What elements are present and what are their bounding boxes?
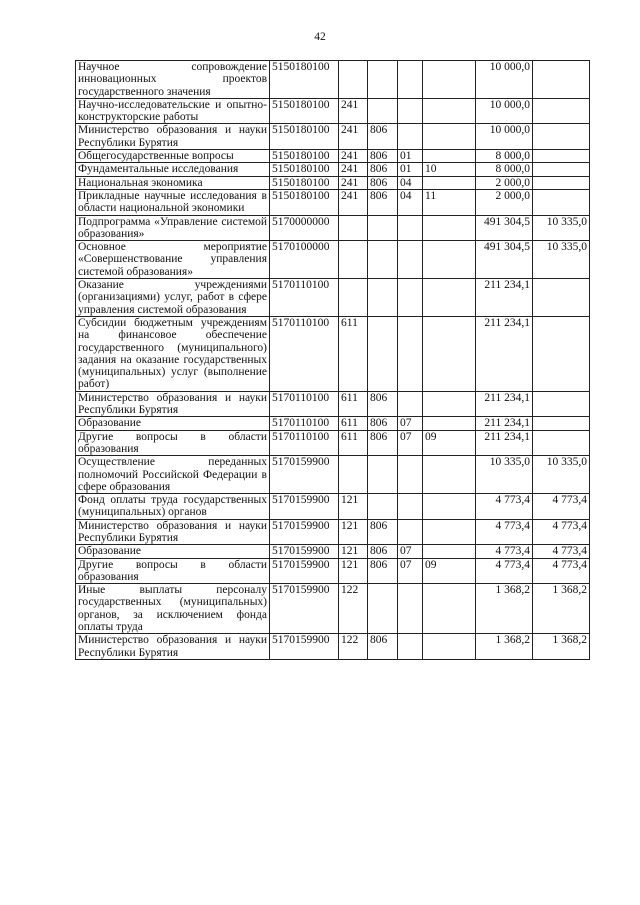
- table-row: [76, 150, 590, 163]
- expense-type-code: 121: [339, 519, 368, 545]
- amount-total: 4 773,4: [476, 494, 533, 520]
- table-row: [76, 98, 590, 124]
- ministry-code: 806: [368, 430, 398, 456]
- subsection-code: 09: [423, 430, 476, 456]
- ministry-code: [368, 61, 398, 99]
- amount-total: 8 000,0: [476, 163, 533, 176]
- budget-table: [75, 60, 590, 660]
- row-name: Прикладные научные исследования в области национальной экономики: [76, 189, 270, 215]
- section-code: [398, 61, 423, 99]
- ministry-code: 806: [368, 124, 398, 150]
- table-row: [76, 545, 590, 558]
- amount-total: 2 000,0: [476, 189, 533, 215]
- amount-subvention: [533, 391, 590, 417]
- ministry-code: 806: [368, 519, 398, 545]
- expense-type-code: 121: [339, 494, 368, 520]
- target-article-code: 5150180100: [270, 61, 339, 99]
- table-row: [76, 279, 590, 317]
- target-article-code: 5170110100: [270, 430, 339, 456]
- amount-total: 211 234,1: [476, 391, 533, 417]
- section-code: [398, 98, 423, 124]
- expense-type-code: 241: [339, 189, 368, 215]
- amount-total: 4 773,4: [476, 519, 533, 545]
- row-name: Подпрограмма «Управление системой образования»: [76, 215, 270, 241]
- row-name: Общегосударственные вопросы: [76, 150, 270, 163]
- row-name: Образование: [76, 417, 270, 430]
- amount-total: 491 304,5: [476, 215, 533, 241]
- target-article-code: 5170159900: [270, 634, 339, 660]
- expense-type-code: [339, 456, 368, 494]
- amount-subvention: [533, 124, 590, 150]
- table-row: [76, 494, 590, 520]
- amount-total: 2 000,0: [476, 176, 533, 189]
- expense-type-code: 611: [339, 430, 368, 456]
- section-code: 01: [398, 150, 423, 163]
- subsection-code: [423, 61, 476, 99]
- amount-subvention: [533, 189, 590, 215]
- ministry-code: [368, 316, 398, 391]
- row-name: Другие вопросы в области образования: [76, 430, 270, 456]
- table-row: [76, 163, 590, 176]
- ministry-code: [368, 215, 398, 241]
- target-article-code: 5150180100: [270, 150, 339, 163]
- target-article-code: 5170159900: [270, 545, 339, 558]
- section-code: [398, 215, 423, 241]
- expense-type-code: 241: [339, 163, 368, 176]
- section-code: 07: [398, 545, 423, 558]
- amount-total: 1 368,2: [476, 634, 533, 660]
- amount-subvention: 10 335,0: [533, 456, 590, 494]
- expense-type-code: 241: [339, 98, 368, 124]
- row-name: Другие вопросы в области образования: [76, 558, 270, 584]
- expense-type-code: [339, 215, 368, 241]
- row-name: Фундаментальные исследования: [76, 163, 270, 176]
- subsection-code: [423, 391, 476, 417]
- table-row: [76, 519, 590, 545]
- subsection-code: [423, 98, 476, 124]
- amount-subvention: [533, 279, 590, 317]
- ministry-code: [368, 241, 398, 279]
- subsection-code: [423, 519, 476, 545]
- section-code: [398, 584, 423, 634]
- table-row: [76, 584, 590, 634]
- expense-type-code: 611: [339, 417, 368, 430]
- section-code: 04: [398, 189, 423, 215]
- subsection-code: [423, 279, 476, 317]
- subsection-code: 09: [423, 558, 476, 584]
- table-row: [76, 456, 590, 494]
- amount-subvention: 4 773,4: [533, 519, 590, 545]
- table-row: [76, 124, 590, 150]
- section-code: [398, 241, 423, 279]
- row-name: Оказание учреждениями (организациями) услуг, работ в сфере управления системой образования: [76, 279, 270, 317]
- section-code: [398, 634, 423, 660]
- ministry-code: [368, 279, 398, 317]
- amount-subvention: [533, 176, 590, 189]
- target-article-code: 5170159900: [270, 558, 339, 584]
- table-row: [76, 316, 590, 391]
- amount-subvention: 4 773,4: [533, 494, 590, 520]
- amount-subvention: [533, 430, 590, 456]
- ministry-code: 806: [368, 391, 398, 417]
- row-name: Образование: [76, 545, 270, 558]
- amount-total: 10 000,0: [476, 98, 533, 124]
- row-name: Иные выплаты персоналу государственных (муниципальных) органов, за исключением фонда оплаты труда: [76, 584, 270, 634]
- target-article-code: 5170110100: [270, 279, 339, 317]
- amount-total: 10 000,0: [476, 124, 533, 150]
- table-row: [76, 430, 590, 456]
- table-row: [76, 391, 590, 417]
- amount-subvention: [533, 61, 590, 99]
- amount-total: 491 304,5: [476, 241, 533, 279]
- section-code: [398, 494, 423, 520]
- row-name: Субсидии бюджетным учреждениям на финансовое обеспечение государственного (муниципального) задания на оказание государственных (муниципальных) услуг (выполнение работ): [76, 316, 270, 391]
- row-name: Научное сопровождение инновационных проектов государственного значения: [76, 61, 270, 99]
- section-code: 01: [398, 163, 423, 176]
- expense-type-code: 241: [339, 150, 368, 163]
- section-code: [398, 456, 423, 494]
- subsection-code: [423, 241, 476, 279]
- ministry-code: 806: [368, 163, 398, 176]
- amount-total: 4 773,4: [476, 558, 533, 584]
- ministry-code: [368, 98, 398, 124]
- row-name: Фонд оплаты труда государственных (муниципальных) органов: [76, 494, 270, 520]
- amount-total: 1 368,2: [476, 584, 533, 634]
- expense-type-code: [339, 279, 368, 317]
- amount-total: 211 234,1: [476, 417, 533, 430]
- amount-total: 211 234,1: [476, 316, 533, 391]
- ministry-code: 806: [368, 150, 398, 163]
- expense-type-code: 121: [339, 558, 368, 584]
- row-name: Научно-исследовательские и опытно-конструкторские работы: [76, 98, 270, 124]
- amount-subvention: 1 368,2: [533, 584, 590, 634]
- expense-type-code: [339, 61, 368, 99]
- expense-type-code: 611: [339, 391, 368, 417]
- table-row: [76, 215, 590, 241]
- row-name: Министерство образования и науки Республики Бурятия: [76, 391, 270, 417]
- expense-type-code: 122: [339, 584, 368, 634]
- expense-type-code: 611: [339, 316, 368, 391]
- subsection-code: 10: [423, 163, 476, 176]
- table-row: [76, 61, 590, 99]
- target-article-code: 5150180100: [270, 176, 339, 189]
- target-article-code: 5170110100: [270, 391, 339, 417]
- target-article-code: 5170110100: [270, 316, 339, 391]
- ministry-code: 806: [368, 545, 398, 558]
- table-row: [76, 241, 590, 279]
- subsection-code: 11: [423, 189, 476, 215]
- amount-subvention: 4 773,4: [533, 558, 590, 584]
- row-name: Национальная экономика: [76, 176, 270, 189]
- subsection-code: [423, 150, 476, 163]
- section-code: 07: [398, 430, 423, 456]
- amount-subvention: [533, 98, 590, 124]
- amount-subvention: 1 368,2: [533, 634, 590, 660]
- ministry-code: [368, 494, 398, 520]
- amount-subvention: [533, 150, 590, 163]
- table-row: [76, 634, 590, 660]
- row-name: Основное мероприятие «Совершенствование управления системой образования»: [76, 241, 270, 279]
- subsection-code: [423, 316, 476, 391]
- section-code: [398, 124, 423, 150]
- amount-subvention: 10 335,0: [533, 215, 590, 241]
- subsection-code: [423, 176, 476, 189]
- expense-type-code: 122: [339, 634, 368, 660]
- ministry-code: 806: [368, 417, 398, 430]
- page-number: 42: [314, 31, 326, 43]
- target-article-code: 5170000000: [270, 215, 339, 241]
- amount-total: 211 234,1: [476, 430, 533, 456]
- amount-subvention: 4 773,4: [533, 545, 590, 558]
- section-code: [398, 279, 423, 317]
- row-name: Министерство образования и науки Республики Бурятия: [76, 634, 270, 660]
- amount-subvention: 10 335,0: [533, 241, 590, 279]
- amount-total: 10 335,0: [476, 456, 533, 494]
- subsection-code: [423, 215, 476, 241]
- target-article-code: 5170159900: [270, 456, 339, 494]
- section-code: [398, 519, 423, 545]
- section-code: 07: [398, 417, 423, 430]
- section-code: [398, 316, 423, 391]
- amount-total: 211 234,1: [476, 279, 533, 317]
- section-code: 07: [398, 558, 423, 584]
- ministry-code: 806: [368, 634, 398, 660]
- subsection-code: [423, 494, 476, 520]
- amount-total: 4 773,4: [476, 545, 533, 558]
- amount-total: 8 000,0: [476, 150, 533, 163]
- target-article-code: 5150180100: [270, 98, 339, 124]
- amount-subvention: [533, 316, 590, 391]
- target-article-code: 5170159900: [270, 519, 339, 545]
- target-article-code: 5170110100: [270, 417, 339, 430]
- expense-type-code: 121: [339, 545, 368, 558]
- row-name: Осуществление переданных полномочий Российской Федерации в сфере образования: [76, 456, 270, 494]
- section-code: [398, 391, 423, 417]
- expense-type-code: 241: [339, 176, 368, 189]
- expense-type-code: [339, 241, 368, 279]
- ministry-code: [368, 584, 398, 634]
- table-row: [76, 176, 590, 189]
- target-article-code: 5150180100: [270, 124, 339, 150]
- target-article-code: 5150180100: [270, 163, 339, 176]
- subsection-code: [423, 124, 476, 150]
- ministry-code: [368, 456, 398, 494]
- amount-subvention: [533, 163, 590, 176]
- amount-total: 10 000,0: [476, 61, 533, 99]
- amount-subvention: [533, 417, 590, 430]
- expense-type-code: 241: [339, 124, 368, 150]
- target-article-code: 5150180100: [270, 189, 339, 215]
- target-article-code: 5170159900: [270, 584, 339, 634]
- subsection-code: [423, 417, 476, 430]
- ministry-code: 806: [368, 189, 398, 215]
- row-name: Министерство образования и науки Республики Бурятия: [76, 519, 270, 545]
- ministry-code: 806: [368, 176, 398, 189]
- table-row: [76, 189, 590, 215]
- table-row: [76, 558, 590, 584]
- subsection-code: [423, 634, 476, 660]
- subsection-code: [423, 545, 476, 558]
- ministry-code: 806: [368, 558, 398, 584]
- subsection-code: [423, 584, 476, 634]
- table-row: [76, 417, 590, 430]
- target-article-code: 5170159900: [270, 494, 339, 520]
- section-code: 04: [398, 176, 423, 189]
- row-name: Министерство образования и науки Республики Бурятия: [76, 124, 270, 150]
- subsection-code: [423, 456, 476, 494]
- target-article-code: 5170100000: [270, 241, 339, 279]
